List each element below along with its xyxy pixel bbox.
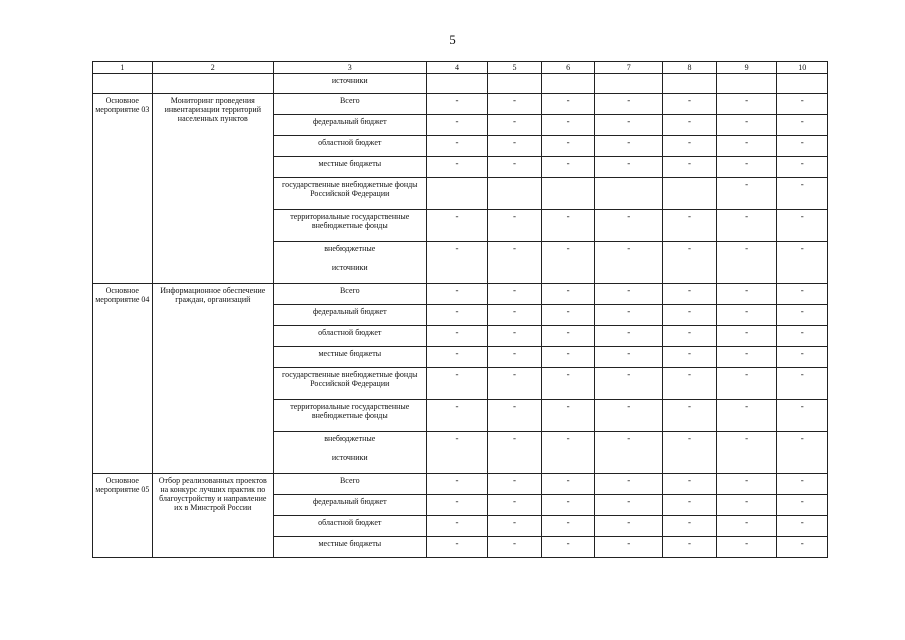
column-header: 1 bbox=[93, 62, 153, 74]
value-cell: - bbox=[541, 305, 595, 326]
value-cell: - bbox=[716, 326, 777, 347]
value-cell: - bbox=[426, 432, 488, 474]
table-row bbox=[93, 284, 828, 305]
value-cell: - bbox=[716, 136, 777, 157]
value-cell: - bbox=[541, 347, 595, 368]
value-cell bbox=[541, 74, 595, 94]
table-row bbox=[93, 94, 828, 115]
value-cell: - bbox=[541, 400, 595, 432]
funding-source-cell: государственные внебюджетные фонды Российской Федерации bbox=[273, 368, 426, 400]
column-header: 5 bbox=[488, 62, 542, 74]
value-cell: - bbox=[426, 368, 488, 400]
value-cell: - bbox=[777, 115, 828, 136]
value-cell bbox=[595, 178, 663, 210]
funding-source-label: источники bbox=[331, 263, 368, 272]
value-cell: - bbox=[663, 284, 717, 305]
value-cell: - bbox=[595, 400, 663, 432]
value-cell bbox=[541, 178, 595, 210]
value-cell: - bbox=[595, 537, 663, 558]
value-cell: - bbox=[595, 136, 663, 157]
value-cell: - bbox=[716, 495, 777, 516]
value-cell: - bbox=[595, 368, 663, 400]
funding-source-cell: областной бюджет bbox=[273, 326, 426, 347]
value-cell: - bbox=[426, 94, 488, 115]
value-cell: - bbox=[488, 305, 542, 326]
spacer bbox=[276, 443, 424, 453]
value-cell: - bbox=[488, 284, 542, 305]
value-cell: - bbox=[595, 495, 663, 516]
value-cell: - bbox=[663, 115, 717, 136]
value-cell: - bbox=[663, 94, 717, 115]
value-cell bbox=[777, 74, 828, 94]
value-cell: - bbox=[777, 368, 828, 400]
funding-source-cell: Всего bbox=[273, 94, 426, 115]
funding-source-cell: областной бюджет bbox=[273, 136, 426, 157]
value-cell: - bbox=[426, 495, 488, 516]
value-cell: - bbox=[426, 326, 488, 347]
value-cell: - bbox=[541, 242, 595, 284]
description-cell: Отбор реализованных проектов на конкурс лучших практик по благоустройству и направление их в Минстрой России bbox=[152, 474, 273, 558]
value-cell: - bbox=[488, 432, 542, 474]
value-cell bbox=[426, 178, 488, 210]
value-cell: - bbox=[716, 157, 777, 178]
value-cell: - bbox=[595, 516, 663, 537]
value-cell bbox=[663, 74, 717, 94]
value-cell: - bbox=[716, 537, 777, 558]
value-cell: - bbox=[488, 115, 542, 136]
value-cell: - bbox=[716, 432, 777, 474]
value-cell bbox=[716, 74, 777, 94]
column-header: 7 bbox=[595, 62, 663, 74]
value-cell: - bbox=[595, 210, 663, 242]
value-cell: - bbox=[777, 178, 828, 210]
value-cell: - bbox=[777, 305, 828, 326]
value-cell: - bbox=[541, 136, 595, 157]
value-cell: - bbox=[488, 400, 542, 432]
column-header: 3 bbox=[273, 62, 426, 74]
value-cell: - bbox=[777, 284, 828, 305]
value-cell: - bbox=[426, 242, 488, 284]
value-cell: - bbox=[488, 495, 542, 516]
value-cell: - bbox=[426, 136, 488, 157]
value-cell: - bbox=[716, 210, 777, 242]
header-row bbox=[93, 62, 828, 74]
funding-source-label: источники bbox=[331, 453, 368, 462]
value-cell: - bbox=[716, 242, 777, 284]
funding-source-cell: местные бюджеты bbox=[273, 157, 426, 178]
value-cell: - bbox=[663, 136, 717, 157]
value-cell: - bbox=[426, 537, 488, 558]
funding-source-cell: федеральный бюджет bbox=[273, 115, 426, 136]
value-cell: - bbox=[777, 157, 828, 178]
value-cell: - bbox=[541, 210, 595, 242]
value-cell: - bbox=[595, 347, 663, 368]
value-cell: - bbox=[488, 537, 542, 558]
value-cell: - bbox=[541, 326, 595, 347]
value-cell: - bbox=[777, 210, 828, 242]
value-cell: - bbox=[488, 326, 542, 347]
value-cell: - bbox=[663, 432, 717, 474]
funding-source-cell: местные бюджеты bbox=[273, 347, 426, 368]
value-cell: - bbox=[595, 305, 663, 326]
value-cell: - bbox=[716, 516, 777, 537]
value-cell bbox=[488, 178, 542, 210]
value-cell: - bbox=[663, 516, 717, 537]
value-cell: - bbox=[663, 210, 717, 242]
value-cell: - bbox=[426, 474, 488, 495]
value-cell: - bbox=[595, 157, 663, 178]
value-cell: - bbox=[716, 94, 777, 115]
value-cell: - bbox=[716, 178, 777, 210]
description-cell: Информационное обеспечение граждан, организаций bbox=[152, 284, 273, 474]
value-cell: - bbox=[663, 347, 717, 368]
description-cell: Мониторинг проведения инвентаризации территорий населенных пунктов bbox=[152, 94, 273, 284]
value-cell: - bbox=[716, 400, 777, 432]
value-cell: - bbox=[716, 347, 777, 368]
value-cell: - bbox=[541, 157, 595, 178]
value-cell: - bbox=[716, 115, 777, 136]
funding-source-label: внебюджетные bbox=[324, 244, 376, 253]
value-cell: - bbox=[777, 400, 828, 432]
measure-cell: Основное мероприятие 04 bbox=[93, 284, 153, 474]
funding-source-cell bbox=[273, 432, 426, 474]
column-header: 9 bbox=[716, 62, 777, 74]
funding-source-cell: территориальные государственные внебюджетные фонды bbox=[273, 210, 426, 242]
value-cell: - bbox=[716, 368, 777, 400]
value-cell: - bbox=[426, 305, 488, 326]
column-header: 6 bbox=[541, 62, 595, 74]
measure-cell: Основное мероприятие 03 bbox=[93, 94, 153, 284]
value-cell: - bbox=[663, 495, 717, 516]
value-cell: - bbox=[663, 242, 717, 284]
value-cell: - bbox=[777, 347, 828, 368]
value-cell: - bbox=[595, 284, 663, 305]
value-cell: - bbox=[663, 537, 717, 558]
value-cell: - bbox=[488, 242, 542, 284]
table-body bbox=[93, 74, 828, 558]
value-cell: - bbox=[777, 516, 828, 537]
value-cell: - bbox=[777, 432, 828, 474]
value-cell: - bbox=[777, 136, 828, 157]
value-cell: - bbox=[716, 305, 777, 326]
column-header: 2 bbox=[152, 62, 273, 74]
value-cell: - bbox=[663, 326, 717, 347]
value-cell: - bbox=[541, 432, 595, 474]
value-cell: - bbox=[663, 305, 717, 326]
value-cell: - bbox=[541, 474, 595, 495]
value-cell: - bbox=[541, 115, 595, 136]
value-cell bbox=[595, 74, 663, 94]
value-cell: - bbox=[488, 368, 542, 400]
value-cell: - bbox=[541, 495, 595, 516]
funding-source-cell: государственные внебюджетные фонды Российской Федерации bbox=[273, 178, 426, 210]
value-cell: - bbox=[488, 516, 542, 537]
value-cell: - bbox=[541, 537, 595, 558]
column-header: 4 bbox=[426, 62, 488, 74]
funding-source-cell: областной бюджет bbox=[273, 516, 426, 537]
funding-source-cell: Всего bbox=[273, 284, 426, 305]
value-cell: - bbox=[541, 368, 595, 400]
value-cell: - bbox=[541, 516, 595, 537]
funding-source-label: внебюджетные bbox=[324, 434, 376, 443]
value-cell: - bbox=[488, 474, 542, 495]
funding-source-cell: источники bbox=[273, 74, 426, 94]
table-row bbox=[93, 74, 828, 94]
empty-cell bbox=[152, 74, 273, 94]
column-header: 8 bbox=[663, 62, 717, 74]
value-cell: - bbox=[541, 94, 595, 115]
value-cell: - bbox=[716, 474, 777, 495]
value-cell: - bbox=[777, 242, 828, 284]
table-row bbox=[93, 474, 828, 495]
value-cell: - bbox=[426, 210, 488, 242]
value-cell: - bbox=[777, 94, 828, 115]
value-cell: - bbox=[777, 326, 828, 347]
column-header: 10 bbox=[777, 62, 828, 74]
value-cell: - bbox=[777, 474, 828, 495]
value-cell: - bbox=[663, 474, 717, 495]
funding-source-cell: федеральный бюджет bbox=[273, 495, 426, 516]
value-cell: - bbox=[426, 157, 488, 178]
value-cell: - bbox=[595, 115, 663, 136]
value-cell: - bbox=[595, 94, 663, 115]
value-cell: - bbox=[595, 432, 663, 474]
value-cell: - bbox=[488, 94, 542, 115]
value-cell: - bbox=[777, 495, 828, 516]
value-cell: - bbox=[716, 284, 777, 305]
value-cell: - bbox=[488, 136, 542, 157]
budget-table bbox=[92, 61, 828, 558]
value-cell: - bbox=[488, 157, 542, 178]
value-cell: - bbox=[426, 400, 488, 432]
value-cell: - bbox=[663, 368, 717, 400]
measure-cell: Основное мероприятие 05 bbox=[93, 474, 153, 558]
empty-cell bbox=[93, 74, 153, 94]
value-cell: - bbox=[777, 537, 828, 558]
value-cell bbox=[426, 74, 488, 94]
value-cell: - bbox=[426, 284, 488, 305]
value-cell: - bbox=[663, 400, 717, 432]
value-cell bbox=[488, 74, 542, 94]
funding-source-cell bbox=[273, 242, 426, 284]
funding-source-cell: Всего bbox=[273, 474, 426, 495]
value-cell: - bbox=[426, 347, 488, 368]
value-cell: - bbox=[663, 157, 717, 178]
funding-source-cell: территориальные государственные внебюджетные фонды bbox=[273, 400, 426, 432]
value-cell: - bbox=[595, 474, 663, 495]
value-cell: - bbox=[595, 242, 663, 284]
page-number: 5 bbox=[449, 32, 456, 47]
funding-source-cell: местные бюджеты bbox=[273, 537, 426, 558]
value-cell bbox=[663, 178, 717, 210]
value-cell: - bbox=[541, 284, 595, 305]
value-cell: - bbox=[426, 115, 488, 136]
value-cell: - bbox=[426, 516, 488, 537]
value-cell: - bbox=[595, 326, 663, 347]
funding-source-cell: федеральный бюджет bbox=[273, 305, 426, 326]
value-cell: - bbox=[488, 347, 542, 368]
spacer bbox=[276, 253, 424, 263]
value-cell: - bbox=[488, 210, 542, 242]
